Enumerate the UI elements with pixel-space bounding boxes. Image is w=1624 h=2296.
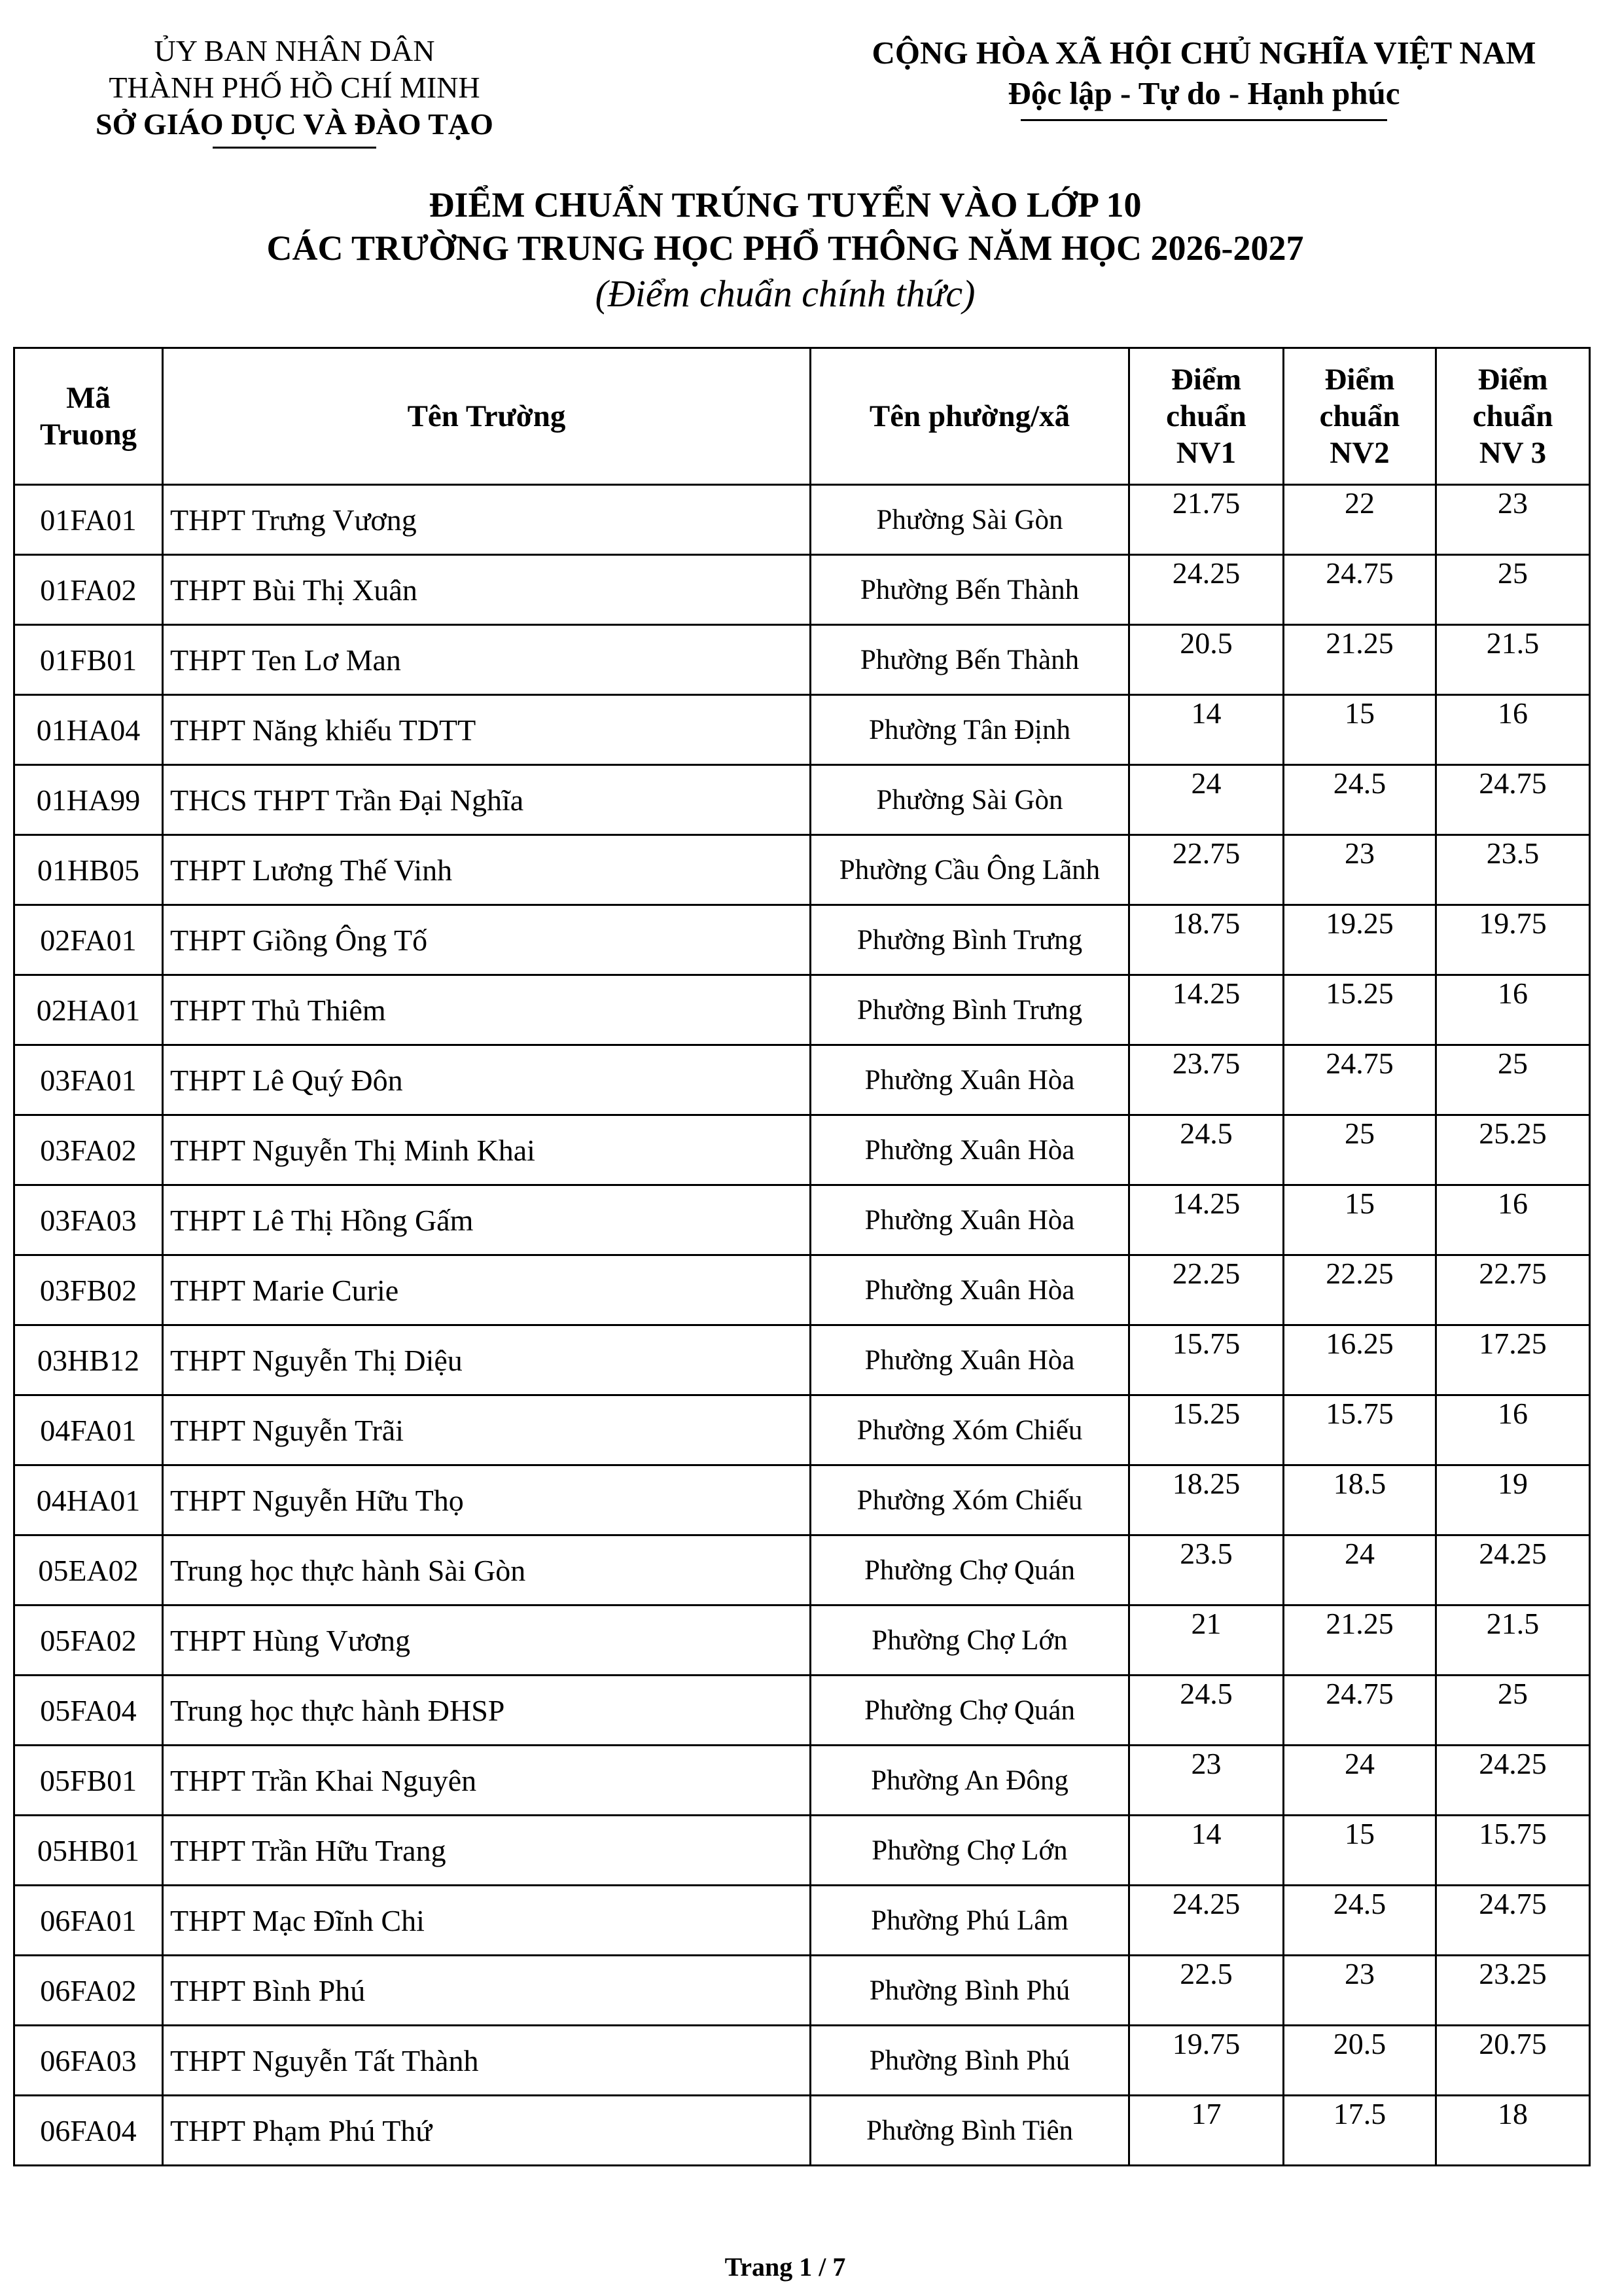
title-line-1: ĐIỂM CHUẨN TRÚNG TUYỂN VÀO LỚP 10 [429, 185, 1142, 224]
department-underline [213, 147, 376, 149]
school-name-cell: THPT Trần Hữu Trang [163, 1816, 811, 1886]
score-nv2-cell: 24 [1284, 1535, 1436, 1605]
score-nv3-cell: 18 [1436, 2096, 1590, 2166]
ward-cell: Phường Bình Tiên [811, 2096, 1129, 2166]
score-nv1-cell: 18.25 [1129, 1465, 1284, 1535]
score-nv3-cell: 24.75 [1436, 1886, 1590, 1956]
table-row [14, 1605, 1590, 1676]
score-nv2-cell: 15.75 [1284, 1395, 1436, 1465]
table-row [14, 975, 1590, 1045]
school-code-cell: 01FA01 [14, 485, 163, 555]
school-code-cell: 03FA01 [14, 1045, 163, 1115]
score-nv2-cell: 21.25 [1284, 1605, 1436, 1676]
school-code-cell: 01HB05 [14, 835, 163, 905]
score-nv3-cell: 19.75 [1436, 905, 1590, 975]
score-nv3-cell: 16 [1436, 1395, 1590, 1465]
score-nv2-cell: 15.25 [1284, 975, 1436, 1045]
school-name-cell: THPT Trưng Vương [163, 485, 811, 555]
score-nv3-cell: 25.25 [1436, 1115, 1590, 1185]
header-nv1: Điểm chuẩn NV1 [1129, 348, 1284, 485]
school-name-cell: THPT Lê Quý Đôn [163, 1045, 811, 1115]
score-nv3-cell: 21.5 [1436, 625, 1590, 695]
score-nv3-cell: 25 [1436, 555, 1590, 625]
ward-cell: Phường Bến Thành [811, 555, 1129, 625]
score-nv1-cell: 23 [1129, 1746, 1284, 1816]
authority-line-1: ỦY BAN NHÂN DÂN [154, 34, 435, 67]
ward-cell: Phường Sài Gòn [811, 765, 1129, 835]
school-code-cell: 02HA01 [14, 975, 163, 1045]
score-table [13, 347, 1591, 2166]
ward-cell: Phường Xuân Hòa [811, 1045, 1129, 1115]
school-name-cell: THPT Hùng Vương [163, 1605, 811, 1676]
national-motto [844, 33, 1564, 121]
score-nv1-cell: 19.75 [1129, 2026, 1284, 2096]
score-nv1-cell: 15.25 [1129, 1395, 1284, 1465]
ward-cell: Phường Tân Định [811, 695, 1129, 765]
score-nv2-cell: 24.75 [1284, 1676, 1436, 1746]
school-code-cell: 06FA03 [14, 2026, 163, 2096]
motto: Độc lập - Tự do - Hạnh phúc [1008, 75, 1400, 111]
school-code-cell: 03FA03 [14, 1185, 163, 1255]
score-nv3-cell: 16 [1436, 1185, 1590, 1255]
score-nv3-cell: 23.25 [1436, 1956, 1590, 2026]
score-nv1-cell: 21 [1129, 1605, 1284, 1676]
school-name-cell: Trung học thực hành Sài Gòn [163, 1535, 811, 1605]
table-row [14, 1185, 1590, 1255]
header-nv3: Điểm chuẩn NV 3 [1436, 348, 1590, 485]
ward-cell: Phường Bình Trưng [811, 905, 1129, 975]
ward-cell: Phường Xuân Hòa [811, 1255, 1129, 1325]
table-row [14, 1115, 1590, 1185]
school-code-cell: 06FA04 [14, 2096, 163, 2166]
school-name-cell: THPT Mạc Đĩnh Chi [163, 1886, 811, 1956]
score-nv2-cell: 19.25 [1284, 905, 1436, 975]
score-nv1-cell: 14 [1129, 1816, 1284, 1886]
score-nv3-cell: 16 [1436, 695, 1590, 765]
school-name-cell: THPT Nguyễn Trãi [163, 1395, 811, 1465]
header-school-name: Tên Trường [163, 348, 811, 485]
school-name-cell: THPT Bình Phú [163, 1956, 811, 2026]
score-nv2-cell: 23 [1284, 1956, 1436, 2026]
score-nv2-cell: 21.25 [1284, 625, 1436, 695]
table-row [14, 1535, 1590, 1605]
score-nv1-cell: 24.5 [1129, 1676, 1284, 1746]
score-nv1-cell: 22.75 [1129, 835, 1284, 905]
school-code-cell: 03HB12 [14, 1325, 163, 1395]
school-name-cell: THPT Thủ Thiêm [163, 975, 811, 1045]
score-nv3-cell: 23 [1436, 485, 1590, 555]
school-code-cell: 03FA02 [14, 1115, 163, 1185]
score-nv3-cell: 25 [1436, 1045, 1590, 1115]
motto-underline [1021, 119, 1387, 121]
table-row [14, 2026, 1590, 2096]
school-code-cell: 03FB02 [14, 1255, 163, 1325]
header-ward: Tên phường/xã [811, 348, 1129, 485]
ward-cell: Phường Phú Lâm [811, 1886, 1129, 1956]
school-name-cell: THPT Lương Thế Vinh [163, 835, 811, 905]
school-name-cell: THPT Nguyễn Thị Minh Khai [163, 1115, 811, 1185]
school-code-cell: 04FA01 [14, 1395, 163, 1465]
header-nv2: Điểm chuẩn NV2 [1284, 348, 1436, 485]
score-nv1-cell: 23.5 [1129, 1535, 1284, 1605]
score-nv1-cell: 24.5 [1129, 1115, 1284, 1185]
score-nv1-cell: 14.25 [1129, 1185, 1284, 1255]
score-nv1-cell: 22.25 [1129, 1255, 1284, 1325]
table-header-row [14, 348, 1590, 485]
school-name-cell: THPT Giồng Ông Tố [163, 905, 811, 975]
score-nv2-cell: 18.5 [1284, 1465, 1436, 1535]
ward-cell: Phường Chợ Quán [811, 1676, 1129, 1746]
score-nv1-cell: 15.75 [1129, 1325, 1284, 1395]
score-nv2-cell: 25 [1284, 1115, 1436, 1185]
school-name-cell: THPT Ten Lơ Man [163, 625, 811, 695]
table-row [14, 625, 1590, 695]
ward-cell: Phường Bến Thành [811, 625, 1129, 695]
score-nv1-cell: 24 [1129, 765, 1284, 835]
table-row [14, 485, 1590, 555]
school-code-cell: 02FA01 [14, 905, 163, 975]
score-nv1-cell: 17 [1129, 2096, 1284, 2166]
score-nv3-cell: 23.5 [1436, 835, 1590, 905]
table-row [14, 1325, 1590, 1395]
table-row [14, 1255, 1590, 1325]
score-nv1-cell: 23.75 [1129, 1045, 1284, 1115]
score-nv1-cell: 14 [1129, 695, 1284, 765]
school-code-cell: 06FA02 [14, 1956, 163, 2026]
ward-cell: Phường Bình Phú [811, 1956, 1129, 2026]
table-row [14, 1816, 1590, 1886]
score-nv2-cell: 22.25 [1284, 1255, 1436, 1325]
school-code-cell: 05HB01 [14, 1816, 163, 1886]
school-code-cell: 05FA02 [14, 1605, 163, 1676]
table-row [14, 1395, 1590, 1465]
score-nv2-cell: 15 [1284, 1816, 1436, 1886]
score-nv2-cell: 24.75 [1284, 555, 1436, 625]
table-row [14, 765, 1590, 835]
score-nv3-cell: 19 [1436, 1465, 1590, 1535]
ward-cell: Phường Chợ Lớn [811, 1605, 1129, 1676]
score-nv2-cell: 17.5 [1284, 2096, 1436, 2166]
school-name-cell: THPT Nguyễn Thị Diệu [163, 1325, 811, 1395]
score-nv2-cell: 15 [1284, 695, 1436, 765]
country-name: CỘNG HÒA XÃ HỘI CHỦ NGHĨA VIỆT NAM [872, 35, 1536, 71]
table-row [14, 1045, 1590, 1115]
score-nv3-cell: 25 [1436, 1676, 1590, 1746]
authority-line-2: THÀNH PHỐ HỒ CHÍ MINH [109, 71, 480, 104]
score-nv2-cell: 24.75 [1284, 1045, 1436, 1115]
score-nv3-cell: 24.25 [1436, 1746, 1590, 1816]
score-nv3-cell: 24.75 [1436, 765, 1590, 835]
table-row [14, 2096, 1590, 2166]
school-name-cell: THPT Trần Khai Nguyên [163, 1746, 811, 1816]
score-nv1-cell: 20.5 [1129, 625, 1284, 695]
school-name-cell: THPT Năng khiếu TDTT [163, 695, 811, 765]
school-code-cell: 01FA02 [14, 555, 163, 625]
school-name-cell: THPT Lê Thị Hồng Gấm [163, 1185, 811, 1255]
school-code-cell: 06FA01 [14, 1886, 163, 1956]
ward-cell: Phường Chợ Quán [811, 1535, 1129, 1605]
school-name-cell: THPT Bùi Thị Xuân [163, 555, 811, 625]
ward-cell: Phường Cầu Ông Lãnh [811, 835, 1129, 905]
score-nv2-cell: 24 [1284, 1746, 1436, 1816]
score-nv3-cell: 17.25 [1436, 1325, 1590, 1395]
page-number: Trang 1 / 7 [724, 2252, 846, 2282]
score-nv2-cell: 24.5 [1284, 1886, 1436, 1956]
school-name-cell: THPT Nguyễn Tất Thành [163, 2026, 811, 2096]
school-code-cell: 01HA99 [14, 765, 163, 835]
school-name-cell: THPT Phạm Phú Thứ [163, 2096, 811, 2166]
table-row [14, 905, 1590, 975]
table-row [14, 1956, 1590, 2026]
table-row [14, 1465, 1590, 1535]
school-name-cell: THCS THPT Trần Đại Nghĩa [163, 765, 811, 835]
score-nv3-cell: 24.25 [1436, 1535, 1590, 1605]
table-row [14, 1676, 1590, 1746]
score-nv3-cell: 16 [1436, 975, 1590, 1045]
score-nv1-cell: 24.25 [1129, 1886, 1284, 1956]
header-code: Mã Truong [14, 348, 163, 485]
school-code-cell: 05FB01 [14, 1746, 163, 1816]
ward-cell: Phường Xóm Chiếu [811, 1395, 1129, 1465]
table-row [14, 835, 1590, 905]
score-nv2-cell: 16.25 [1284, 1325, 1436, 1395]
school-code-cell: 04HA01 [14, 1465, 163, 1535]
ward-cell: Phường Xuân Hòa [811, 1325, 1129, 1395]
score-nv3-cell: 22.75 [1436, 1255, 1590, 1325]
score-nv3-cell: 20.75 [1436, 2026, 1590, 2096]
ward-cell: Phường An Đông [811, 1746, 1129, 1816]
ward-cell: Phường Xóm Chiếu [811, 1465, 1129, 1535]
title-subtitle: (Điểm chuẩn chính thức) [595, 272, 976, 315]
score-nv2-cell: 24.5 [1284, 765, 1436, 835]
ward-cell: Phường Xuân Hòa [811, 1185, 1129, 1255]
title-line-2: CÁC TRƯỜNG TRUNG HỌC PHỔ THÔNG NĂM HỌC 2026-2027 [266, 228, 1304, 268]
document-title [0, 183, 1570, 318]
school-code-cell: 01HA04 [14, 695, 163, 765]
table-row [14, 1746, 1590, 1816]
ward-cell: Phường Chợ Lớn [811, 1816, 1129, 1886]
score-nv1-cell: 24.25 [1129, 555, 1284, 625]
school-name-cell: THPT Marie Curie [163, 1255, 811, 1325]
score-nv2-cell: 15 [1284, 1185, 1436, 1255]
department-name: SỞ GIÁO DỤC VÀ ĐÀO TẠO [96, 107, 493, 141]
score-nv1-cell: 21.75 [1129, 485, 1284, 555]
score-nv2-cell: 23 [1284, 835, 1436, 905]
table-row [14, 1886, 1590, 1956]
ward-cell: Phường Bình Phú [811, 2026, 1129, 2096]
score-nv3-cell: 15.75 [1436, 1816, 1590, 1886]
ward-cell: Phường Xuân Hòa [811, 1115, 1129, 1185]
table-row [14, 555, 1590, 625]
school-code-cell: 01FB01 [14, 625, 163, 695]
school-code-cell: 05FA04 [14, 1676, 163, 1746]
table-row [14, 695, 1590, 765]
score-nv1-cell: 18.75 [1129, 905, 1284, 975]
score-nv1-cell: 22.5 [1129, 1956, 1284, 2026]
score-nv2-cell: 22 [1284, 485, 1436, 555]
school-name-cell: Trung học thực hành ĐHSP [163, 1676, 811, 1746]
ward-cell: Phường Sài Gòn [811, 485, 1129, 555]
score-nv2-cell: 20.5 [1284, 2026, 1436, 2096]
score-nv3-cell: 21.5 [1436, 1605, 1590, 1676]
issuing-authority [92, 33, 497, 149]
score-nv1-cell: 14.25 [1129, 975, 1284, 1045]
school-name-cell: THPT Nguyễn Hữu Thọ [163, 1465, 811, 1535]
school-code-cell: 05EA02 [14, 1535, 163, 1605]
ward-cell: Phường Bình Trưng [811, 975, 1129, 1045]
